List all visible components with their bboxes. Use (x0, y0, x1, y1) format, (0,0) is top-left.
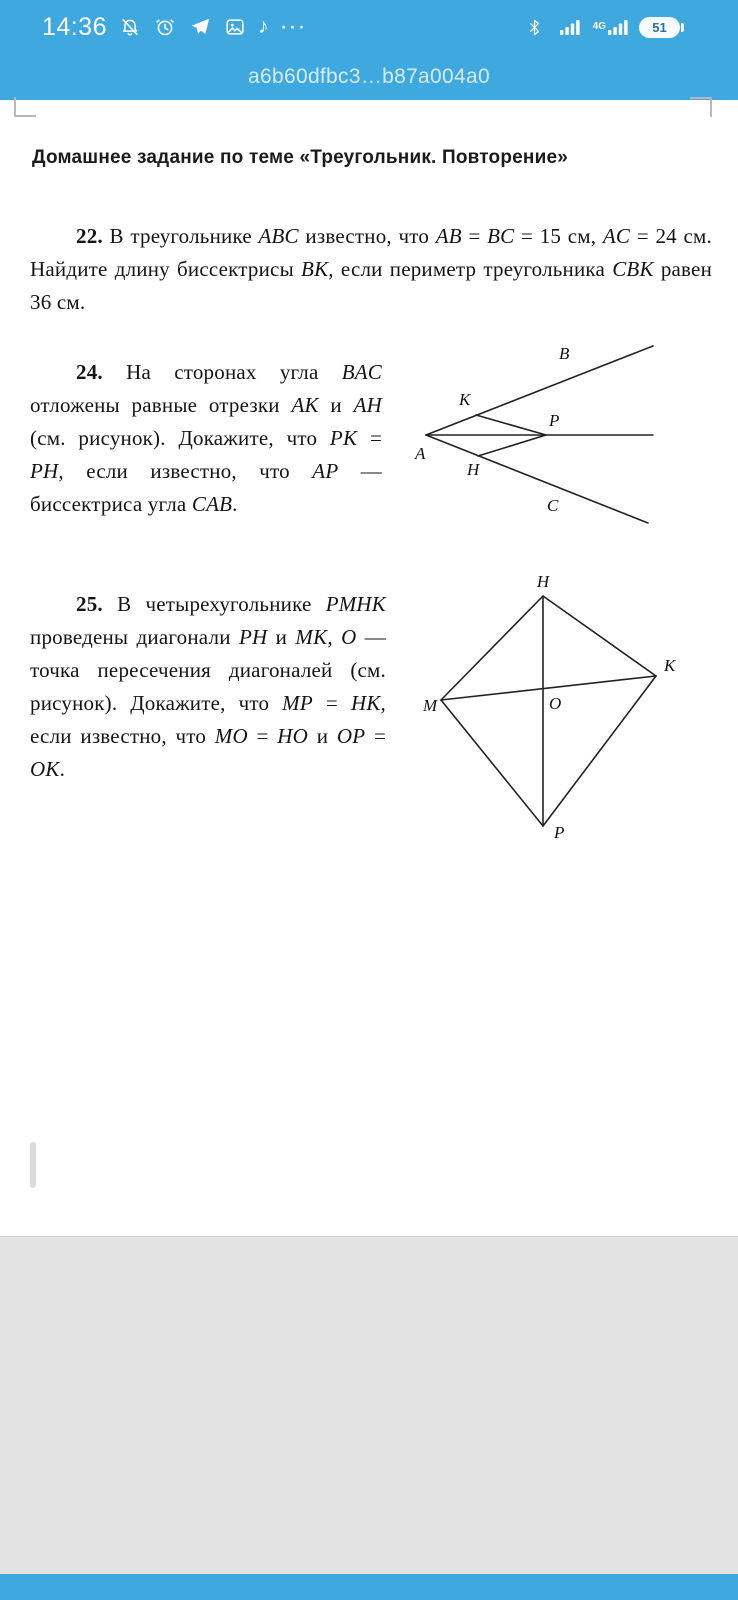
bluetooth-icon (523, 15, 547, 39)
gallery-icon (223, 15, 247, 39)
figure-quadrilateral-pmhk (418, 570, 690, 860)
tiktok-icon: ♪ (258, 15, 269, 38)
page-corner-mark-right (690, 97, 712, 117)
figure24-label-k: K (459, 390, 471, 409)
battery-level: 51 (652, 19, 667, 35)
figure-angle-bac (413, 336, 663, 536)
problem-22-text: 22. В треугольнике ABC известно, что AB = BC = 15 см, AC = 24 см. Найдите длину биссектрисы BK, если периметр треугольника CBK равен 36 см. (30, 224, 713, 314)
problem-24-text: 24. На сторонах угла BAC отложены равные отрезки AK и AH (см. рисунок). Докажите, что PK = PH, если известно, что AP — биссектриса угла CAB. (30, 360, 382, 516)
figure25-label-o: O (549, 694, 562, 713)
status-bar-left (42, 13, 307, 42)
battery-body (639, 17, 680, 38)
problem-25-text: 25. В четырехугольнике PMHK проведены диагонали PH и MK, O — точка пересечения диагоналей (см. рисунок). Докажите, что MP = HK, если известно, что MO = HO и OP = OK. (30, 592, 386, 781)
page-end-area (0, 1236, 738, 1574)
signal-sim2-icon (608, 19, 628, 35)
battery-nub (681, 23, 684, 32)
signal-sim1-icon (558, 15, 582, 39)
document-title: a6b60dfbc3…b87a004a0 (248, 65, 490, 88)
notifications-muted-icon (118, 15, 142, 39)
signal-sim2-group (593, 19, 628, 35)
figure24-label-p: P (549, 411, 560, 430)
status-bar-right (523, 15, 684, 39)
figure24-label-c: C (547, 496, 559, 515)
alarm-icon (153, 15, 177, 39)
status-bar (0, 0, 738, 54)
document-viewer[interactable] (0, 100, 738, 1236)
homework-heading: Домашнее задание по теме «Треугольник. Повторение» (32, 147, 569, 168)
telegram-icon (188, 15, 212, 39)
figure25-label-k: K (664, 656, 676, 675)
app-bar (0, 54, 738, 100)
battery-indicator (639, 17, 684, 38)
figure24-label-a: A (415, 444, 426, 463)
network-type-label: 4G (592, 21, 606, 32)
figure25-label-m: M (423, 696, 438, 715)
more-notifications-indicator: ··· (279, 13, 307, 40)
scroll-indicator[interactable] (30, 1142, 36, 1188)
bottom-bar (0, 1574, 738, 1600)
figure24-label-b: B (559, 344, 570, 363)
page-corner-mark-left (14, 97, 36, 117)
figure25-label-h: H (536, 572, 550, 591)
status-time: 14:36 (42, 12, 108, 41)
figure24-label-h: H (467, 460, 480, 479)
figure25-label-p: P (554, 823, 565, 842)
